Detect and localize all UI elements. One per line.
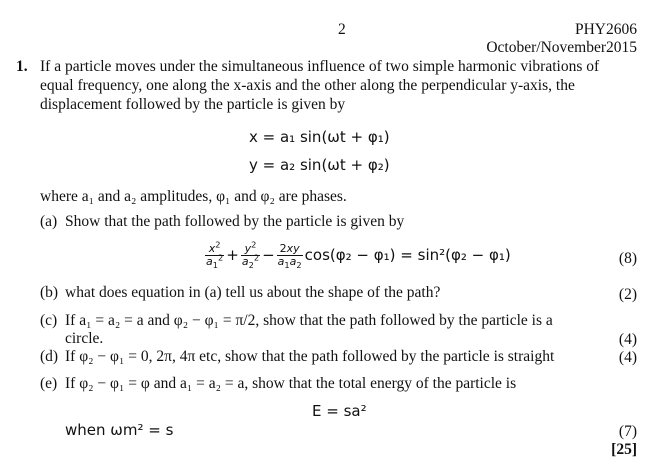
exam-session: October/November2015 [486, 39, 637, 56]
part-e-label: (e) [40, 375, 58, 392]
part-c-text-line-1: If a₁ = a₂ = a and φ₂ − φ₁ = π/2, show that the path followed by the particle is a [65, 312, 553, 329]
question-intro-line-2: equal frequency, one along the x-axis and the other along the perpendicular y-axis, the [40, 77, 575, 94]
fraction-y2-a2: $\frac{y^2}{a_2^2}$ [241, 239, 260, 271]
fraction-x2-a1: $\frac{x^2}{a_1^2}$ [206, 239, 224, 271]
page-number: 2 [338, 21, 346, 38]
part-c-label: (c) [40, 312, 58, 329]
equation-y: y = a₂ sin(ωt + φ₂) [249, 156, 390, 174]
equation-x: x = a₁ sin(ωt + φ₁) [249, 128, 390, 146]
course-code: PHY2606 [574, 21, 637, 38]
where-line: where a₁ and a₂ amplitudes, φ₁ and φ₂ are phases. [40, 188, 347, 205]
part-d-label: (d) [40, 348, 59, 365]
fraction-2xy-a1a2: $\frac{2xy}{a_1a_2}$ [277, 242, 302, 271]
part-e-equation: E = sa² [312, 402, 367, 420]
total-marks: [25] [611, 441, 637, 458]
part-b-marks: (2) [618, 286, 637, 303]
part-e-marks: (7) [618, 423, 637, 440]
part-c-text-line-2: circle. [65, 330, 104, 347]
part-a-text: Show that the path followed by the particle is given by [65, 213, 405, 230]
part-e-when: when ωm² = s [65, 421, 174, 439]
question-intro-line-1: If a particle moves under the simultaneous influence of two simple harmonic vibrations of [40, 58, 600, 75]
part-c-marks: (4) [618, 331, 637, 348]
question-number: 1. [16, 58, 28, 75]
part-a-label: (a) [40, 213, 58, 230]
part-a-marks: (8) [618, 250, 637, 267]
part-b-label: (b) [40, 284, 59, 301]
part-b-text: what does equation in (a) tell us about the shape of the path? [65, 284, 441, 301]
part-e-text: If φ₂ − φ₁ = φ and a₁ = a₂ = a, show that the total energy of the particle is [65, 375, 517, 392]
question-intro-line-3: displacement followed by the particle is given by [40, 96, 346, 113]
part-d-text: If φ₂ − φ₁ = 0, 2π, 4π etc, show that the path followed by the particle is straight [65, 348, 555, 365]
part-d-marks: (4) [618, 349, 637, 366]
part-a-equation-rest: cos(φ₂ − φ₁) = sin²(φ₂ − φ₁) [304, 246, 511, 265]
part-a-equation: $\frac{x^2}{a_1^2}$ + $\frac{y^2}{a_2^2}$ − $\frac{2xy}{a_1a_2}$ cos(φ₂ − φ₁) = sin²(φ₂ − φ₁) [206, 239, 511, 271]
